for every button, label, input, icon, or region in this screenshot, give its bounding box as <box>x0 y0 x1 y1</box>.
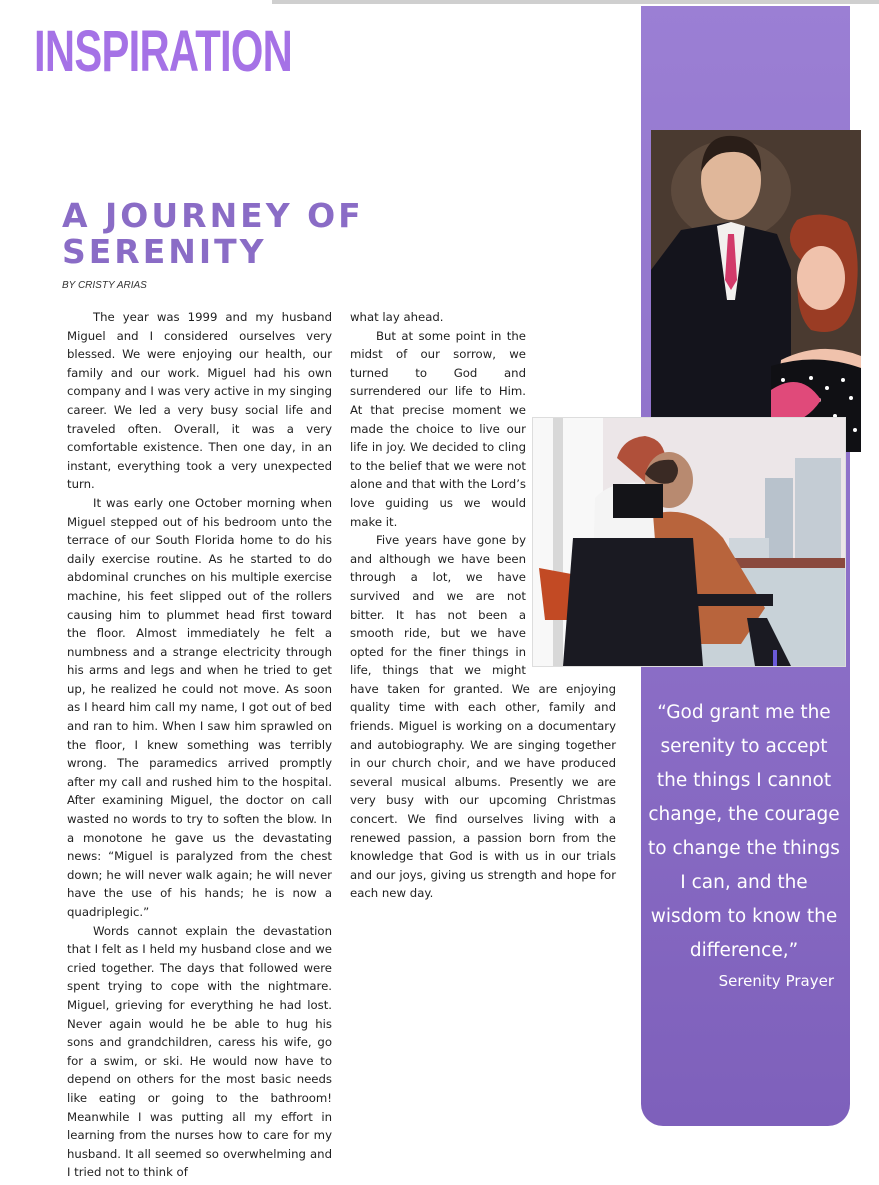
article-paragraph: It was early one October morning when Miguel stepped out of his bedroom unto the terrace of our South Florida home to do his daily exercise routine. As he started to do abdominal crunches on his multiple exercise machine, his feet slipped out of the rollers causing him to plummet head first toward the floor. Almost immediately he felt a numbness and a strange electricity through his arms and legs and when he tried to get up, he realized he could not move. As soon as I heard him call my name, I got out of bed and ran to him. When I saw him sprawled on the floor, I knew something was terribly wrong. The paramedics arrived promptly after my call and rushed him to the hospital. After examining Miguel, the doctor on call wasted no words to try to soften the blow. In a monotone he gave us the devastating news: “Miguel is paralyzed from the chest down; he will never walk again; he will never have the use of his hands; he is now a quadriplegic.” <box>67 495 332 919</box>
article-title <box>62 198 442 270</box>
article-paragraph: But at some point in the midst of our sorrow, we turned to God and surrendered our life to Him. At that precise moment we made the choice to live our life in joy. We decided to cling to the belief that we were not alone and that with the Lord’s love guiding us we would make it. <box>350 328 526 529</box>
article-title-line-1: A JOURNEY OF <box>62 196 364 235</box>
article-paragraph: what lay ahead. <box>350 310 444 324</box>
pull-quote: “God grant me the serenity to accept the things I cannot change, the courage to change the things I can, and the wisdom to know the difference,” <box>648 702 840 961</box>
article-paragraph: The year was 1999 and my husband Miguel and I considered ourselves very blessed. We were enjoying our health, our family and our work. Miguel had his own company and I was very active in my singing career. We led a very busy social life and traveled often. Overall, it was a very comfortable existence. Then one day, in an instant, everything took a very unexpected turn. <box>67 310 332 492</box>
article-paragraph: Words cannot explain the devastation that I felt as I held my husband close and we cried together. The days that followed were spent trying to cope with the nightmare. Miguel, grieving for everything he had lost. Never again would he be able to hug his sons and grandchildren, caress his wife, go for a swim, or ski. He would now have to depend on others for the most basic needs like eating or going to the bathroom! Meanwhile I was putting all my effort in learning from the nurses how to care for my husband. It all seemed so overwhelming and I tried not to think of <box>67 923 332 1180</box>
section-heading: INSPIRATION <box>34 19 293 84</box>
top-rule <box>272 0 879 4</box>
article-title-line-2: SERENITY <box>62 232 267 271</box>
article-column-1 <box>67 308 332 1182</box>
article-paragraph: Five years have gone by and although we have been through a lot, we have survived and we are not bitter. It has not been a smooth ride, but we have opted for the finer things in life, things that we might have taken for granted. We are enjoying quality time with each other, family and friends. Miguel is working on a documentary and autobiography. We are singing together in our church choir, and we have produced several musical albums. Presently we are very busy with our upcoming Christmas concert. We find ourselves living with a renewed passion, a passion born from the knowledge that God is with us in our trials and our joys, giving us strength and hope for each new day. <box>350 533 616 901</box>
byline: BY CRISTY ARIAS <box>62 280 147 291</box>
couple-portrait-photo <box>651 130 861 452</box>
quote-attribution: Serenity Prayer <box>718 972 834 990</box>
wheelchair-balcony-photo <box>532 417 846 667</box>
